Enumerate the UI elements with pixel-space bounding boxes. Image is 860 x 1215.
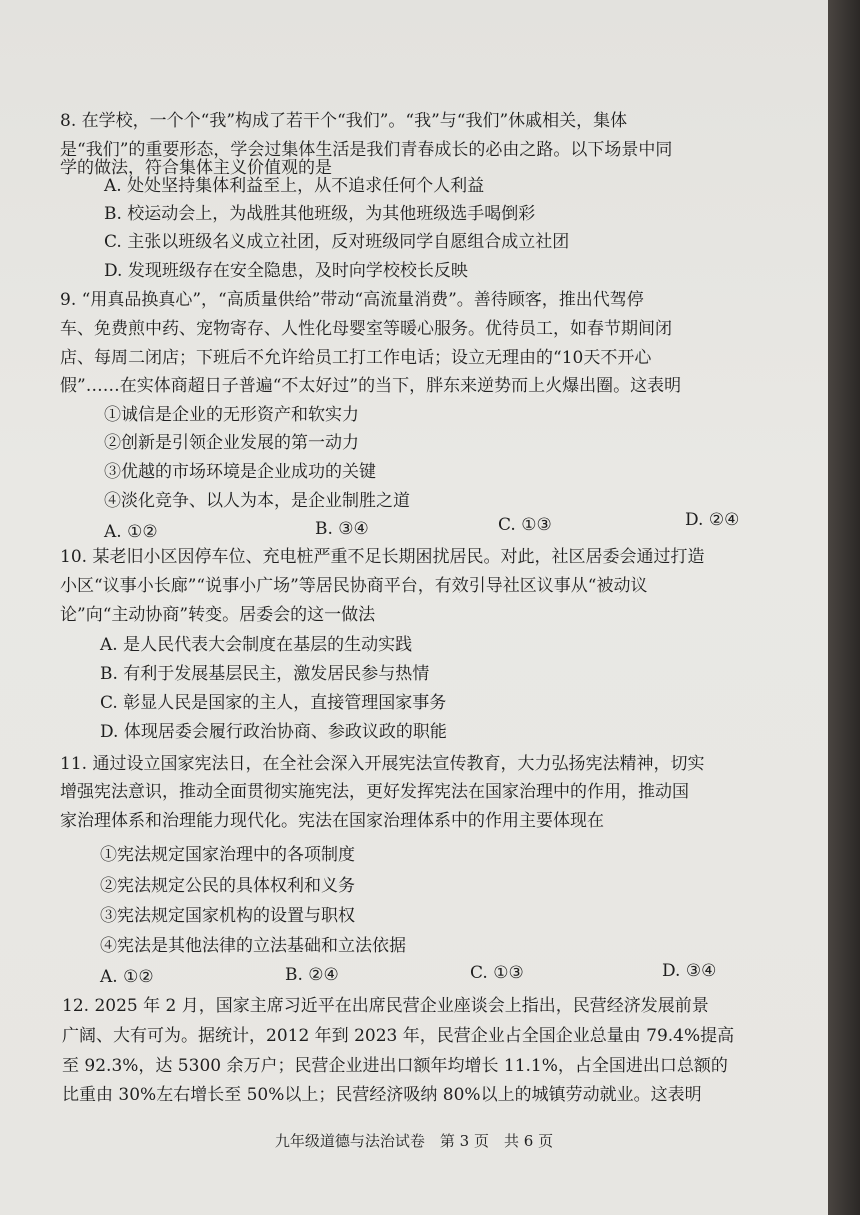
q9-stem-line-2: 车、免费煎中药、宠物寄存、人性化母婴室等暖心服务。优待员工，如春节期间闭 <box>60 319 672 339</box>
q9-choice-b: B. ③④ <box>315 519 369 539</box>
q12-stem-line-3: 至 92.3%，达 5300 余万户；民营企业进出口额年均增长 11.1%，占全国进出口总额的 <box>62 1056 728 1076</box>
q8-option-d: D. 发现班级存在安全隐患，及时向学校校长反映 <box>104 261 468 281</box>
q10-option-a: A. 是人民代表大会制度在基层的生动实践 <box>100 635 413 655</box>
q10-option-d: D. 体现居委会履行政治协商、参政议政的职能 <box>100 722 447 742</box>
q12-stem-line-4: 比重由 30%左右增长至 50%以上；民营经济吸纳 80%以上的城镇劳动就业。这表明 <box>62 1085 702 1105</box>
q11-choice-c: C. ①③ <box>470 963 524 983</box>
q8-option-c: C. 主张以班级名义成立社团，反对班级同学自愿组合成立社团 <box>104 232 570 252</box>
q10-stem-line-2: 小区“议事小长廊”“说事小广场”等居民协商平台，有效引导社区议事从“被动议 <box>60 576 648 596</box>
q9-item-4: ④淡化竞争、以人为本，是企业制胜之道 <box>104 491 410 511</box>
q11-item-3: ③宪法规定国家机构的设置与职权 <box>100 906 355 926</box>
q10-stem-line-3: 论”向“主动协商”转变。居委会的这一做法 <box>60 605 376 625</box>
q12-stem-line-1: 12. 2025 年 2 月，国家主席习近平在出席民营企业座谈会上指出，民营经济发展前景 <box>62 996 709 1016</box>
q11-choice-a: A. ①② <box>100 967 154 987</box>
q11-stem-line-1: 11. 通过设立国家宪法日，在全社会深入开展宪法宣传教育，大力弘扬宪法精神，切实 <box>60 754 705 774</box>
q10-option-b: B. 有利于发展基层民主，激发居民参与热情 <box>100 664 430 684</box>
q8-stem-line-2: 是“我们”的重要形态，学会过集体生活是我们青春成长的必由之路。以下场景中同 <box>60 140 673 160</box>
q8-option-a: A. 处处坚持集体利益至上，从不追求任何个人利益 <box>104 176 485 196</box>
q8-option-b: B. 校运动会上，为战胜其他班级，为其他班级选手喝倒彩 <box>104 204 536 224</box>
q9-choice-c: C. ①③ <box>498 515 552 535</box>
q9-item-3: ③优越的市场环境是企业成功的关键 <box>104 462 376 482</box>
q8-stem-line-1: 8. 在学校，一个个“我”构成了若干个“我们”。“我”与“我们”休戚相关，集体 <box>60 111 628 131</box>
q11-item-4: ④宪法是其他法律的立法基础和立法依据 <box>100 936 406 956</box>
q9-item-1: ①诚信是企业的无形资产和软实力 <box>104 405 359 425</box>
q9-choice-d: D. ②④ <box>685 510 740 530</box>
q11-choice-b: B. ②④ <box>285 965 339 985</box>
q11-stem-line-2: 增强宪法意识，推动全面贯彻实施宪法，更好发挥宪法在国家治理中的作用，推动国 <box>60 782 689 802</box>
q9-choice-a: A. ①② <box>104 522 158 542</box>
table-edge <box>828 0 860 1215</box>
q9-stem-line-3: 店、每周二闭店；下班后不允许给员工打工作电话；设立无理由的“10天不开心 <box>60 348 652 368</box>
q9-stem-line-1: 9. “用真品换真心”，“高质量供给”带动“高流量消费”。善待顾客，推出代驾停 <box>60 290 644 310</box>
q10-stem-line-1: 10. 某老旧小区因停车位、充电桩严重不足长期困扰居民。对此，社区居委会通过打造 <box>60 547 705 567</box>
q11-stem-line-3: 家治理体系和治理能力现代化。宪法在国家治理体系中的作用主要体现在 <box>60 811 604 831</box>
q11-choice-d: D. ③④ <box>662 961 717 981</box>
page-footer: 九年级道德与法治试卷 第 3 页 共 6 页 <box>274 1132 554 1150</box>
q12-stem-line-2: 广阔、大有可为。据统计，2012 年到 2023 年，民营企业占全国企业总量由 79.4%提高 <box>62 1026 735 1046</box>
q11-item-1: ①宪法规定国家治理中的各项制度 <box>100 845 355 865</box>
q10-option-c: C. 彰显人民是国家的主人，直接管理国家事务 <box>100 693 447 713</box>
q8-stem-line-3: 学的做法，符合集体主义价值观的是 <box>60 158 332 178</box>
q11-item-2: ②宪法规定公民的具体权利和义务 <box>100 876 355 896</box>
q9-item-2: ②创新是引领企业发展的第一动力 <box>104 433 359 453</box>
q9-stem-line-4: 假”……在实体商超日子普遍“不太好过”的当下，胖东来逆势而上火爆出圈。这表明 <box>60 376 682 396</box>
